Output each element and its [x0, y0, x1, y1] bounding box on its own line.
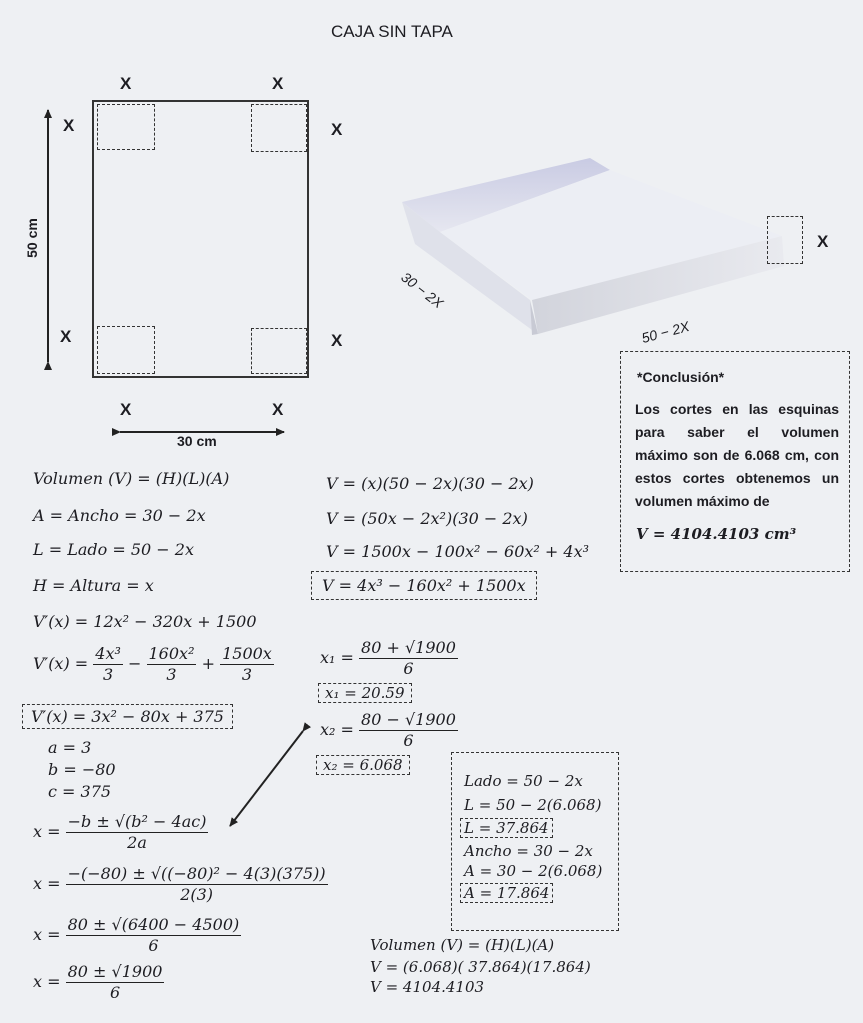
x-label-bottom-left: X [120, 400, 132, 419]
coef-b: b = −80 [48, 760, 116, 779]
dim-line-6-boxed: A = 17.864 [460, 883, 553, 903]
quadratic-step-2: x = $\frac{\text{−(−80) ± √((−80)² − 4(3)(375))}}{2(3)}$ [33, 864, 326, 904]
quadratic-step-1: x = $\frac{\text{−b ± √(b² − 4ac)}}{2a}$ [33, 812, 207, 852]
x-label-top-left: X [120, 74, 132, 93]
box-x-label: X [817, 232, 829, 251]
box-edge-short-label: 30 − 2X [398, 268, 447, 312]
def-altura: H = Altura = x [33, 576, 154, 595]
dim-line-3-boxed: L = 37.864 [460, 818, 553, 838]
dim-line-4: Ancho = 30 − 2x [464, 842, 593, 860]
fraction-term-3: $\frac{1500x}{3}$ [222, 644, 272, 684]
fraction-term-1: $\frac{\text{4x³}}{3}$ [95, 644, 121, 684]
volume-function-boxed: V = 4x³ − 160x² + 1500x [311, 571, 537, 600]
coef-a: a = 3 [48, 738, 92, 757]
def-ancho: A = Ancho = 30 − 2x [33, 506, 206, 525]
x-label-left-lower: X [60, 327, 72, 346]
box-edge-long-label: 50 − 2X [639, 317, 691, 347]
conclusion-text: Los cortes en las esquinas para saber el volumen máximo son de 6.068 cm, con estos cortes obtenemos un volumen máximo de [635, 401, 839, 509]
x-label-left-upper: X [63, 116, 75, 135]
root-x2: x₂ = $\frac{80 - √1900}{6}$ [320, 710, 456, 750]
dim-line-1: Lado = 50 − 2x [464, 772, 583, 790]
volume-line-3: V = 4104.4103 [370, 978, 485, 996]
expand-line-3: V = 1500x − 100x² − 60x² + 4x³ [326, 542, 589, 561]
volume-line-2: V = (6.068)( 37.864)(17.864) [370, 958, 591, 976]
dim-line-2: L = 50 − 2(6.068) [464, 796, 602, 814]
x-label-bottom-right: X [272, 400, 284, 419]
box-photo [380, 140, 830, 340]
conclusion-result: V = 4104.4103 cm³ [636, 525, 797, 543]
quadratic-step-3: x = $\frac{80 \pm √(6400 - 4500)}{6}$ [33, 915, 240, 955]
expand-line-2: V = (50x − 2x²)(30 − 2x) [326, 509, 528, 528]
connector-arrow [230, 731, 303, 826]
width-label: 30 cm [177, 433, 217, 449]
height-label: 50 cm [23, 218, 40, 258]
root-x1-boxed: x₁ = 20.59 [318, 683, 412, 703]
volume-line-1: Volumen (V) = (H)(L)(A) [370, 936, 555, 954]
coef-c: c = 375 [48, 782, 112, 801]
x-label-top-right: X [272, 74, 284, 93]
derivative-line-1: V′(x) = 12x² − 320x + 1500 [33, 612, 257, 631]
quadratic-step-4: x = $\frac{80 \pm √1900}{6}$ [33, 962, 163, 1002]
box-corner-cut [767, 216, 803, 264]
conclusion-heading: *Conclusión* [637, 369, 725, 385]
expand-line-1: V = (x)(50 − 2x)(30 − 2x) [326, 474, 534, 493]
dim-line-5: A = 30 − 2(6.068) [464, 862, 603, 880]
derivative-boxed: V′(x) = 3x² − 80x + 375 [22, 704, 233, 729]
root-x2-boxed: x₂ = 6.068 [316, 755, 410, 775]
x-label-right-upper: X [331, 120, 343, 139]
root-x1: x₁ = $\frac{80 + √1900}{6}$ [320, 638, 456, 678]
fraction-term-2: $\frac{\text{160x²}}{3}$ [148, 644, 195, 684]
def-volumen: Volumen (V) = (H)(L)(A) [33, 469, 230, 488]
def-lado: L = Lado = 50 − 2x [33, 540, 194, 559]
derivative-line-2: V′(x) = $\frac{\text{4x³}}{3}$ − $\frac{\text{160x²}}{3}$ + $\frac{1500x}{3}$ [33, 644, 272, 684]
page-title: CAJA SIN TAPA [331, 22, 453, 41]
x-label-right-lower: X [331, 331, 343, 350]
